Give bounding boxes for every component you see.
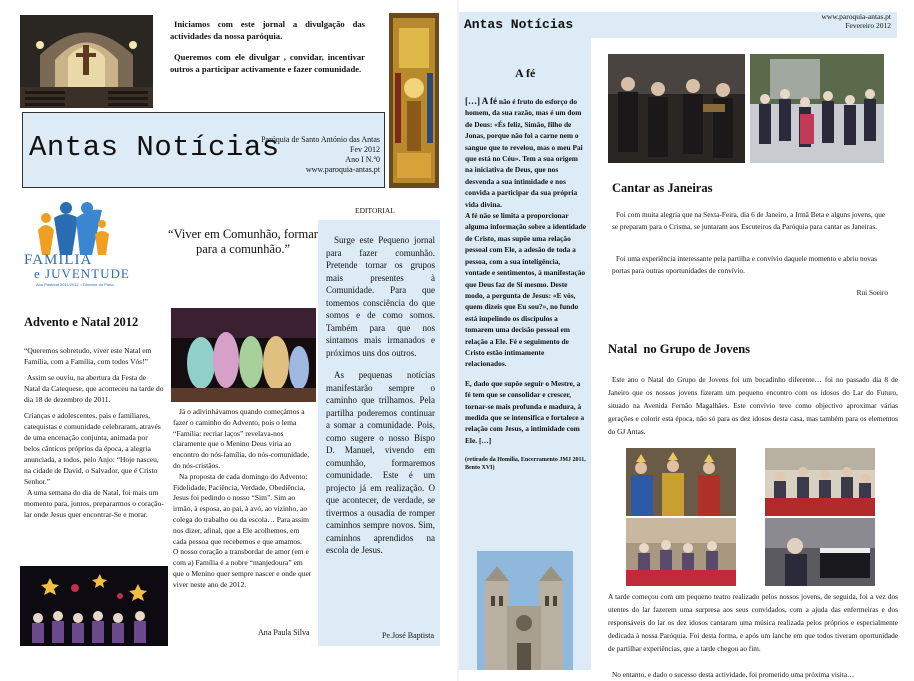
- advento-title: Advento e Natal 2012: [24, 315, 139, 329]
- fe-title: A fé: [515, 66, 536, 80]
- fe-p1: não é fruto do esforço do homem, da sua razão, mas é um dom de Deus: «És feliz, Simão, filho de Jonas, porque não foi a carne nem o sangue que to revelou, mas o meu Pai que está no Céu». Tem a sua origem na iniciativa de Deus, que nos desvenda a sua intimidade e nos convida a participar da sua própria vida divina.: [465, 97, 583, 209]
- advento-p1: “Queremos sobretudo, viver este Natal em Família, com a Família, com todos Vós!”: [24, 346, 152, 366]
- intro-p1: Iniciamos com este jornal a divulgação das actividades da nossa paróquia.: [170, 19, 365, 41]
- advento-col2-p1: Já o adivinhávamos quando começámos a fazer o caminho do Advento, pois o lema “Família: recriar laços” revelava-nos claramente que o Menino Deus viria ao encontro do nós-família, do nós-comunidade, do nós-cristãos.: [173, 407, 310, 470]
- natal-jovens-title: Natal no Grupo de Jovens: [608, 342, 751, 356]
- natal-photo-kings: [626, 448, 736, 516]
- intro-p2: Queremos com ele divulgar , convidar, incentivar outros a participar activamente e fazer comunidade.: [170, 52, 365, 74]
- natal-jovens-p1: Este ano o Natal do Grupo de Jovens foi um bocadinho diferente… foi no passado dia 8 de Janeiro que os nossos jovens fizeram um pequeno encontro com os idosos do Lar do Futuro, situado na Avenida Fernão Magalhães. Este convívio teve como objectivo aproximar várias gerações e colorir esta época, não só para os dez idosos desta casa, mas também para os elementos do GJ Antas.: [608, 375, 898, 436]
- janeiras-author: Rui Soeiro: [856, 288, 888, 297]
- stained-glass-photo: [389, 13, 439, 188]
- logo-line2: e JUVENTUDE: [34, 266, 130, 281]
- masthead-info: [261, 135, 380, 175]
- logo-line1: FAMÍLIA: [24, 252, 93, 268]
- issue-number: Ano I N.º0: [345, 155, 380, 164]
- advento-p3: Crianças e adolescentes, pais e familiares, catequistas e comunidade celebraram, através de uma encenação conjunta, animada por belos cânticos próprios da época, a alegria anunciada, a todos, pelo Anjo: “Hoje nasceu, na cidade de David, o Salvador, que é Cristo Senhor.”: [24, 411, 161, 486]
- logo-subtitle: Ano Pastoral 2011/2012 :: Diocese do Porto: [36, 282, 114, 287]
- family-figures-icon: [32, 200, 112, 255]
- intro-text: [170, 19, 365, 75]
- advento-author: Ana Paula Silva: [258, 628, 310, 637]
- right-header-website[interactable]: www.paroquia-antas.pt: [821, 12, 891, 21]
- advento-col2-p2: Na proposta de cada domingo do Advento: Fidelidade, Paciência, Verdade, Obediência, Jesus foi pedindo o nosso “Sim”. Sim ao irmão, à esposa, ao pai, à avó, ao vizinho, ao colega do trabalho ou da escola… Para assim nos dizer, afinal, que a Ele acolhemos, em cada pessoa que recebemos e que amamos.: [173, 471, 309, 546]
- natal-jovens-p3: No entanto, e dado o sucesso desta actividade, foi prometido uma próxima visita…: [612, 670, 855, 679]
- fe-p2: A fé não se limita a proporcionar alguma informação sobre a identidade de Cristo, mas supõe uma relação pessoal com Ele, a adesão de toda a pessoa, com a sua inteligência, vontade e sentimentos, à manifestação que Deus faz de Si mesmo. Deste modo, a pergunta de Jesus: «E vós, quem dizeis que Eu sou?», no fundo está impelindo os discípulos a tomarem uma decisão pessoal em relação a Ele. Fé e seguimento de Cristo estão intimamente relacionados.: [465, 211, 586, 369]
- natal-photo-piano: [765, 518, 875, 586]
- fe-text: [465, 96, 587, 472]
- fe-column: [459, 38, 591, 670]
- natal-jovens-p2: A tarde começou com um pequeno teatro realizado pelos nossos jovens, de seguida, foi a vez dos utentes do lar fazerem uma surpresa aos seus convidados, com a ajuda das enfermeiras e dos responsáveis do lar os dez idosos cantaram uma música realizada pelos próprios e especialmente dedicada à nossa Paróquia. Foi desta forma, e após um lanche em que todos tiveram oportunidade de partilhar experiências, que a tarde chegou ao fim.: [608, 592, 898, 653]
- advento-col2: [173, 407, 313, 591]
- right-header-title: Antas Notícias: [464, 17, 574, 32]
- advento-col2-p3: O nosso coração a transbordar de amor (em e com a) Família é a nobre “manjedoura” em que o Menino quer sempre nascer e onde quer viver neste ano de 2012.: [173, 547, 312, 589]
- janeiras-p2: Foi uma experiência interessante pela partilha e convívio daquele momento e abriu novas portas para outras oportunidades de convívio.: [612, 254, 877, 275]
- editorial-p1: Surge este Pequeno jornal para fazer comunhão. Pretende tornar os grupos mais presentes à Comunidade. Para que tomemos consciência do que somos e de como somos. Também para que nos sintamos mais irmanados e próximos uns dos outros.: [326, 235, 435, 358]
- nativity-figures-photo: [171, 308, 316, 402]
- natal-photo-table: [765, 448, 875, 516]
- fe-source: (retirado da Homilia, Encerramento JMJ 2011, Bento XVI): [465, 457, 586, 472]
- fe-p3: E, dado que supõe seguir o Mestre, a fé tem que se consolidar e crescer, tornar-se mais profunda e madura, à medida que se intensifica e fortalece a relação com Jesus, a intimidade com Ele. […]: [465, 378, 585, 445]
- masthead: [22, 112, 385, 188]
- right-header-info: [822, 12, 892, 30]
- advento-p2: Assim se ouviu, na abertura da Festa de Natal da Catequese, que aconteceu na tarde do dia 18 de dezembro de 2011.: [24, 373, 164, 404]
- motto-quote: “Viver em Comunhão, formar para a comunhão.”: [168, 227, 318, 256]
- children-stage-photo: [20, 566, 168, 646]
- janeiras-photo-1: [608, 54, 745, 163]
- editorial-box: [318, 220, 440, 646]
- right-header-date: Fevereiro 2012: [845, 21, 891, 30]
- church-interior-photo: [20, 15, 153, 108]
- natal-photo-elderly: [626, 518, 736, 586]
- janeiras-text: [612, 209, 888, 299]
- advento-p4: A uma semana do dia de Natal, foi mais um momento para, juntos, prepararmos o coração-lar onde Jesus quer encontrar-Se e morar.: [24, 488, 164, 519]
- editorial-p2: As pequenas notícias manifestarão sempre o caminho que trilhamos. Pela partilha poderemos continuar a somar a comunidade. Pois, como sugere o nosso Bispo D. Manuel, vivendo em comunhão, formaremos comunidade. Este é um projecto já em realização. O que acontecer, de verdade, se tivermos a ousadia de romper caminhos sempre novos. Sim, caminhos aprendidos na escola de Jesus.: [326, 370, 435, 555]
- parish-name: Paróquia de Santo António das Antas: [261, 135, 380, 144]
- masthead-title: Antas Notícias: [29, 131, 280, 164]
- editorial-author: Pe.José Baptista: [382, 631, 434, 640]
- right-header: [459, 12, 897, 38]
- familia-juventude-logo: [24, 200, 139, 290]
- janeiras-photo-2: [750, 54, 884, 163]
- janeiras-p1: Foi com muita alegria que na Sexta-Feira, dia 6 de Janeiro, a Irmã Beta e alguns jovens, que se preparam para o Crisma, se juntaram aos Escuteiros da Paróquia para cantar as Janeiras.: [612, 210, 886, 231]
- masthead-website[interactable]: www.paroquia-antas.pt: [305, 165, 380, 174]
- fe-lead: […] A fé: [465, 96, 497, 106]
- cathedral-photo: [477, 551, 573, 670]
- masthead-date: Fev 2012: [350, 145, 380, 154]
- editorial-label: EDITORIAL: [355, 206, 395, 215]
- janeiras-title: Cantar as Janeiras: [612, 181, 713, 195]
- advento-col1: [24, 345, 164, 520]
